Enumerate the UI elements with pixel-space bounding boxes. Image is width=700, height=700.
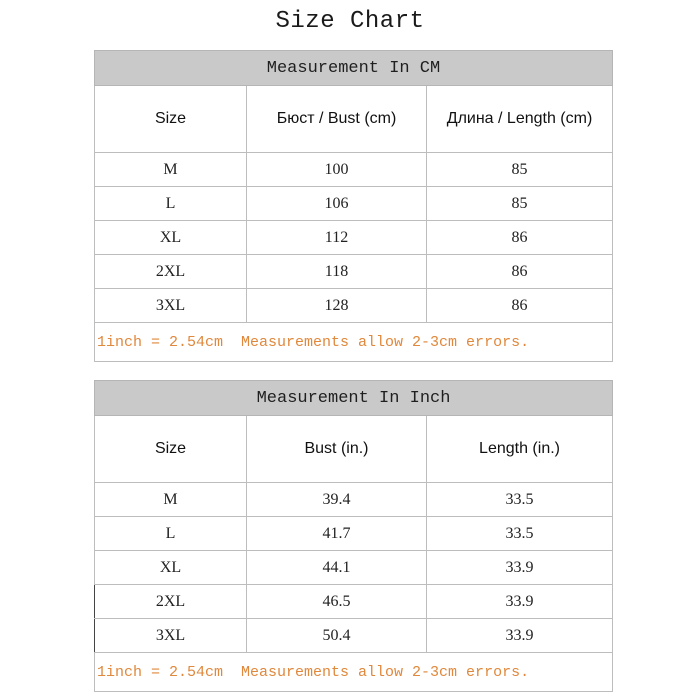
table-header: Measurement In Inch <box>95 381 613 416</box>
note-row <box>95 323 613 362</box>
column-header-size: Size <box>95 416 247 483</box>
table-row <box>95 483 613 517</box>
page-title: Size Chart <box>275 8 425 35</box>
column-header-row <box>95 416 613 483</box>
cell-bust: 39.4 <box>247 483 427 517</box>
cell-bust: 128 <box>247 289 427 323</box>
table-row <box>95 517 613 551</box>
cell-length: 33.5 <box>427 517 613 551</box>
cell-bust: 106 <box>247 187 427 221</box>
table-row <box>95 153 613 187</box>
cell-size: 2XL <box>95 585 247 619</box>
cell-length: 86 <box>427 289 613 323</box>
cell-size: XL <box>95 221 247 255</box>
cell-length: 85 <box>427 187 613 221</box>
column-header-bust: Бюст / Bust (cm) <box>247 86 427 153</box>
cell-size: M <box>95 153 247 187</box>
table-header-row <box>95 51 613 86</box>
table-row <box>95 289 613 323</box>
column-header-length: Длина / Length (cm) <box>427 86 613 153</box>
cell-bust: 41.7 <box>247 517 427 551</box>
cell-length: 33.9 <box>427 551 613 585</box>
table-row <box>95 619 613 653</box>
cell-length: 86 <box>427 255 613 289</box>
measurement-note: 1inch = 2.54cm Measurements allow 2-3cm errors. <box>95 653 613 692</box>
cell-bust: 118 <box>247 255 427 289</box>
table-header-row <box>95 381 613 416</box>
column-header-row <box>95 86 613 153</box>
cell-size: 3XL <box>95 619 247 653</box>
table-row <box>95 255 613 289</box>
cell-length: 85 <box>427 153 613 187</box>
size-table-cm <box>94 50 613 362</box>
column-header-size: Size <box>95 86 247 153</box>
cell-size: XL <box>95 551 247 585</box>
column-header-length: Length (in.) <box>427 416 613 483</box>
table-row <box>95 221 613 255</box>
cell-length: 33.9 <box>427 619 613 653</box>
table-row <box>95 551 613 585</box>
cell-bust: 100 <box>247 153 427 187</box>
table-row <box>95 585 613 619</box>
cell-length: 86 <box>427 221 613 255</box>
table-row <box>95 187 613 221</box>
cell-length: 33.9 <box>427 585 613 619</box>
cell-bust: 46.5 <box>247 585 427 619</box>
cell-size: 3XL <box>95 289 247 323</box>
cell-size: M <box>95 483 247 517</box>
cell-length: 33.5 <box>427 483 613 517</box>
cell-bust: 112 <box>247 221 427 255</box>
cell-size: L <box>95 187 247 221</box>
note-row <box>95 653 613 692</box>
cell-size: 2XL <box>95 255 247 289</box>
cell-bust: 50.4 <box>247 619 427 653</box>
measurement-note: 1inch = 2.54cm Measurements allow 2-3cm errors. <box>95 323 613 362</box>
column-header-bust: Bust (in.) <box>247 416 427 483</box>
cell-size: L <box>95 517 247 551</box>
table-header: Measurement In CM <box>95 51 613 86</box>
cell-bust: 44.1 <box>247 551 427 585</box>
size-table-inch <box>94 380 613 692</box>
